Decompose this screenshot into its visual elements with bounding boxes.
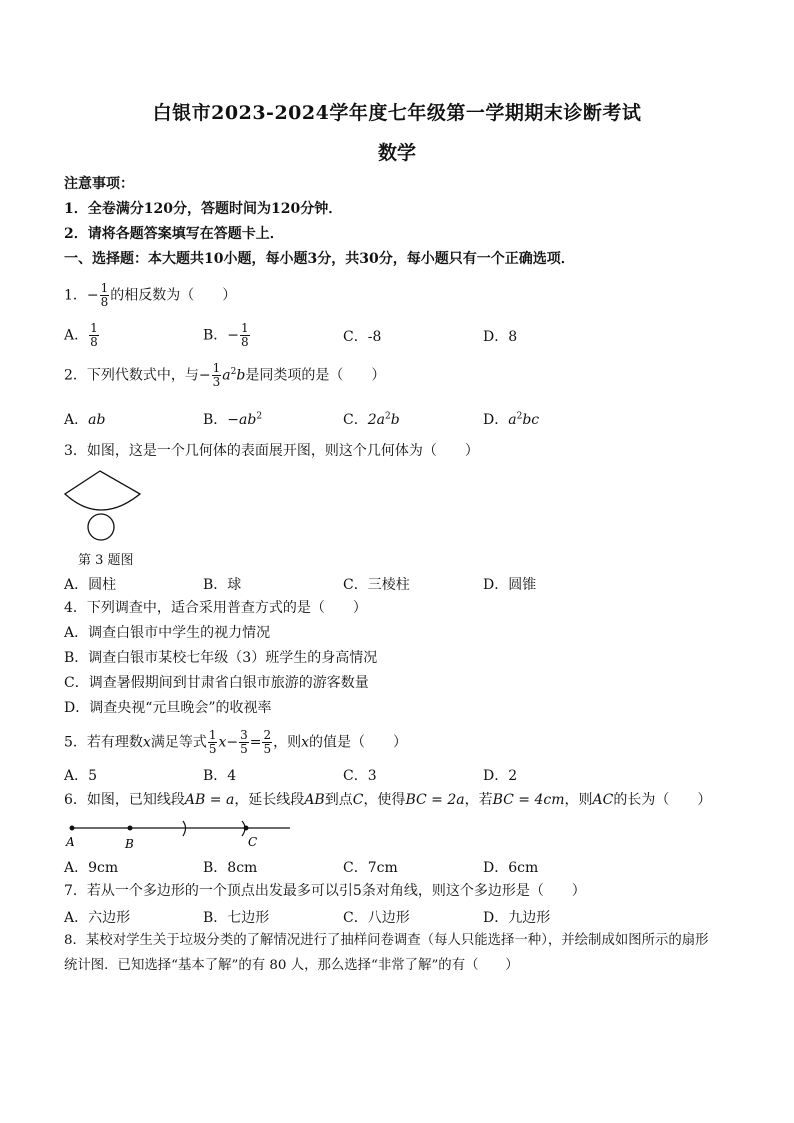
question-7: 7．若从一个多边形的一个顶点出发最多可以引5条对角线，则这个多边形是（ ） (64, 883, 586, 899)
exam-title: 白银市2023-2024学年度七年级第一学期期末诊断考试 (152, 102, 642, 124)
point-b-label: B (125, 837, 134, 851)
notice-heading: 注意事项： (64, 176, 134, 192)
q4-choice-a: A．调查白银市中学生的视力情况 (64, 625, 271, 641)
question-1 (64, 282, 236, 309)
question-3: 3．如图，这是一个几何体的表面展开图，则这个几何体为（ ） (64, 443, 479, 459)
question-5: 5．若有理数x满足等式 $\frac{1}{5}$ x− $\frac{3}{5}$ = $\frac{2}{5}$ ，则x的值是（ ） (64, 728, 408, 756)
question-4: 4．下列调查中，适合采用普查方式的是（ ） (64, 600, 367, 616)
q2-option-a: A．ab (64, 412, 106, 428)
q3-option-c: C．三棱柱 (343, 577, 410, 593)
q6-option-d: D．6cm (483, 860, 539, 876)
segment-figure (62, 818, 294, 852)
q2-option-b: B．$-ab^2$ (203, 411, 263, 428)
q5-option-b: B．4 (203, 768, 237, 784)
cone-net-figure (60, 466, 150, 546)
q7-option-b: B．七边形 (203, 910, 270, 926)
q3-option-d: D．圆锥 (483, 577, 537, 593)
q1-suffix: 的相反数为（ ） (110, 287, 237, 304)
q6-option-c: C．7cm (343, 860, 398, 876)
q1-option-c: C．-8 (343, 329, 382, 345)
q3-figure-caption: 第 3 题图 (78, 553, 134, 568)
q6-option-b: B．8cm (203, 860, 258, 876)
question-8-line-1: 8．某校对学生关于垃圾分类的了解情况进行了抽样问卷调查（每人只能选择一种），并绘制成如图所示的扇形 (64, 933, 709, 948)
q1-prefix: 1．− (64, 287, 99, 304)
section-1-heading: 一、选择题：本大题共10小题，每小题3分，共30分，每小题只有一个正确选项． (64, 251, 575, 267)
q2-option-c: C．$2a^2b$ (343, 411, 400, 428)
q4-choice-d: D．调查央视“元旦晚会”的收视率 (64, 700, 272, 716)
q7-option-d: D．九边形 (483, 910, 551, 926)
q1-option-d: D．8 (483, 329, 518, 345)
q7-option-c: C．八边形 (343, 910, 410, 926)
q5-option-c: C．3 (343, 768, 377, 784)
question-6: 6．如图，已知线段AB = a，延长线段AB到点C，使得BC = 2a，若BC = 4cm，则AC的长为（ ） (64, 792, 712, 808)
q1-option-b: B．− $\frac{1}{8}$ (203, 321, 249, 349)
notice-item-1: 1．全卷满分120分，答题时间为120分钟． (64, 201, 343, 217)
notice-item-2: 2．请将各题答案填写在答题卡上． (64, 226, 284, 242)
q2-option-d: D．$a^2bc$ (483, 411, 540, 428)
q1-option-a: A． $\frac{1}{8}$ (64, 321, 98, 349)
point-a-label: A (66, 835, 75, 849)
question-2: 2．下列代数式中，与− $\frac{1}{3}$ $a^2b$是同类项的是（ ） (64, 361, 386, 389)
q6-option-a: A．9cm (64, 860, 119, 876)
q4-choice-b: B．调查白银市某校七年级（3）班学生的身高情况 (64, 650, 378, 666)
q5-option-a: A．5 (64, 768, 98, 784)
q4-choice-c: C．调查暑假期间到甘肃省白银市旅游的游客数量 (64, 675, 369, 691)
question-8-line-2: 统计图．已知选择“基本了解”的有 80 人，那么选择“非常了解”的有（ ） (64, 958, 519, 973)
q3-option-a: A．圆柱 (64, 577, 117, 593)
exam-subject: 数学 (377, 142, 416, 164)
point-c-label: C (248, 835, 258, 849)
q3-option-b: B．球 (203, 577, 242, 593)
q7-option-a: A．六边形 (64, 910, 131, 926)
q2-fraction: $\frac{1}{3}$ (212, 361, 221, 389)
q5-option-d: D．2 (483, 768, 518, 784)
q1-fraction: $\frac{1}{8}$ (100, 281, 109, 309)
